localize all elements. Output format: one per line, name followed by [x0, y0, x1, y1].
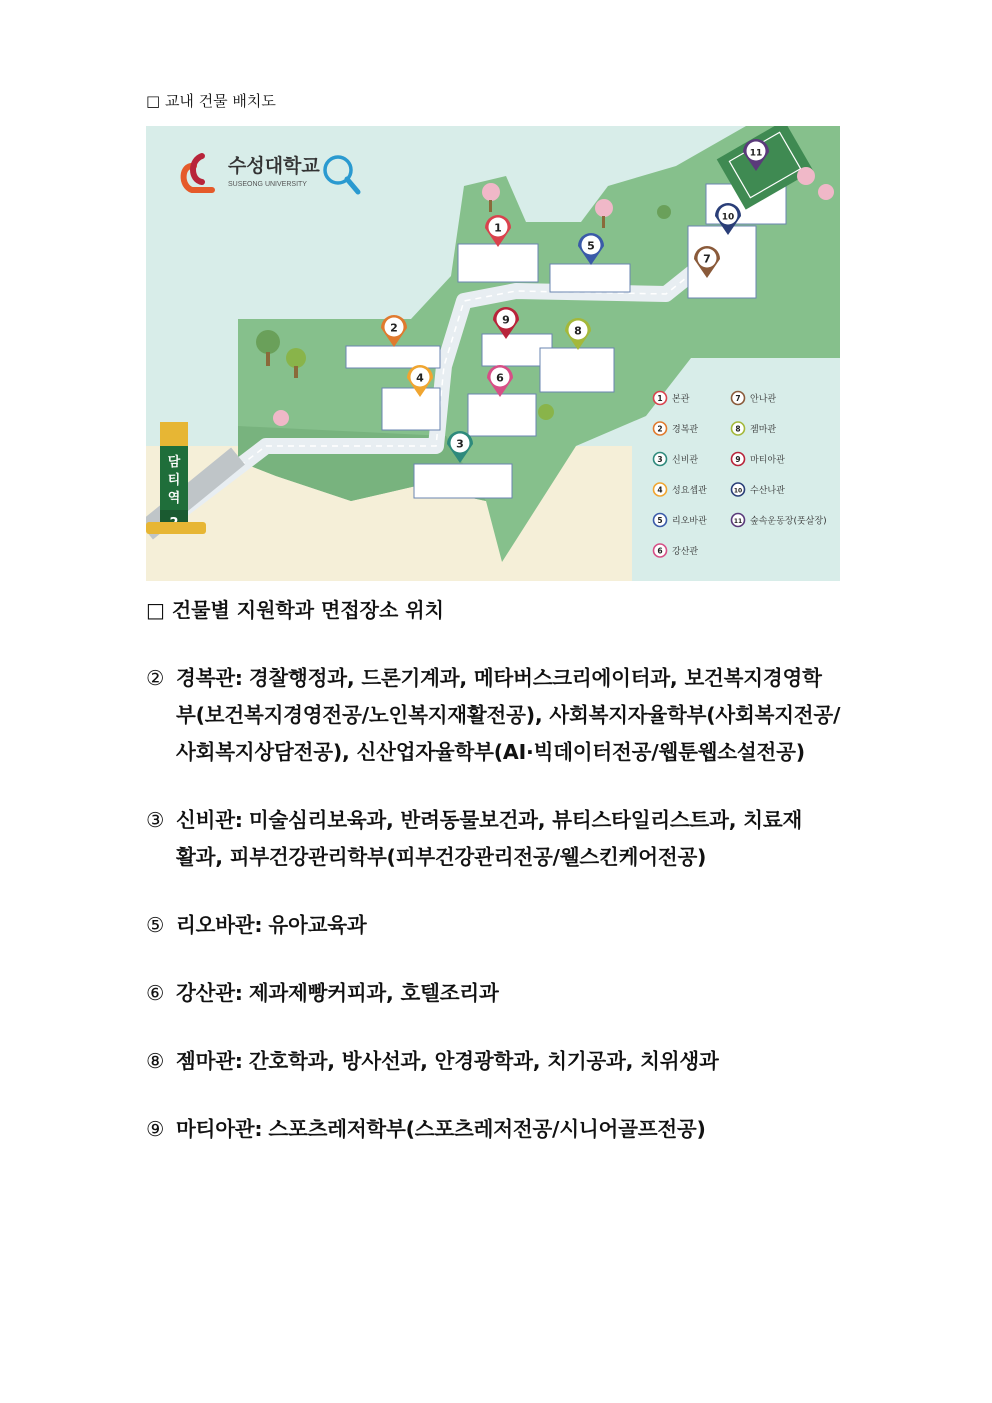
entry-departments: 경찰행정과, 드론기계과, 메타버스크리에이터과, 보건복지경영학	[248, 666, 822, 690]
entry-departments: 미술심리보육과, 반려동물보건과, 뷰티스타일리스트과, 치료재	[248, 808, 803, 832]
entry-line	[146, 660, 866, 697]
entry-line	[146, 975, 866, 1012]
legend-number: 6	[657, 546, 663, 556]
legend-label: 마티아관	[750, 455, 785, 466]
legend-number: 4	[657, 485, 663, 495]
station-char: 역	[167, 491, 181, 506]
building-6	[468, 394, 536, 436]
legend-number: 8	[735, 424, 741, 434]
entry-line	[146, 1043, 866, 1080]
building-5	[550, 264, 630, 292]
entry-departments: 부(보건복지경영전공/노인복지재활전공), 사회복지자율학부(사회복지전공/	[176, 703, 841, 727]
svg-text:담티역	[168, 454, 181, 506]
legend-label: 성요셉관	[672, 486, 707, 496]
entry-departments: 스포츠레저학부(스포츠레저전공/시니어골프전공)	[268, 1117, 706, 1141]
legend-number: 2	[657, 424, 663, 434]
campus-map	[146, 126, 840, 581]
legend-number: 5	[657, 516, 663, 525]
map-pin-label: 5	[587, 239, 595, 253]
map-pin-label: 2	[390, 321, 398, 335]
entry-building: 경복관:	[176, 666, 243, 690]
map-pin-label: 10	[721, 212, 735, 223]
legend-label: 수산나관	[750, 486, 785, 496]
entry-line	[146, 907, 866, 944]
department-entry	[146, 660, 866, 771]
legend-number: 9	[735, 455, 741, 464]
building-3	[414, 464, 512, 498]
department-entry	[146, 907, 866, 944]
entry-number: ⑤	[146, 913, 165, 937]
legend-label: 본관	[672, 394, 690, 405]
entry-number: ⑥	[146, 981, 165, 1005]
legend-label: 안나관	[750, 394, 777, 405]
department-location-list	[146, 660, 866, 1148]
legend-label: 리오바관	[672, 516, 707, 527]
legend-number: 10	[733, 487, 743, 495]
logo-subtitle: SUSEONG UNIVERSITY	[228, 181, 307, 188]
entry-line	[146, 839, 866, 876]
department-entry	[146, 975, 866, 1012]
entry-line	[146, 802, 866, 839]
entry-number: ⑨	[146, 1117, 165, 1141]
map-pin-label: 4	[416, 371, 424, 385]
legend-number: 3	[657, 455, 663, 464]
entry-number: ③	[146, 808, 165, 832]
entry-building: 리오바관:	[176, 913, 263, 937]
logo-name: 수성대학교	[228, 156, 320, 177]
building-2	[346, 346, 440, 368]
map-pin-label: 8	[574, 324, 582, 338]
entry-number: ⑧	[146, 1049, 165, 1073]
map-heading: □ 교내 건물 배치도	[146, 92, 276, 110]
legend-label: 신비관	[672, 455, 699, 466]
department-entry	[146, 1111, 866, 1148]
legend-label: 강산관	[672, 547, 699, 557]
map-pin-label: 1	[494, 221, 502, 235]
station-char: 티	[167, 473, 181, 488]
map-pin-label: 6	[496, 371, 504, 385]
entry-line	[146, 1111, 866, 1148]
map-pin-label: 9	[502, 313, 510, 327]
entry-departments: 활과, 피부건강관리학부(피부건강관리전공/웰스킨케어전공)	[176, 845, 707, 869]
building-1	[458, 244, 538, 282]
entry-building: 신비관:	[176, 808, 243, 832]
entry-building: 마티아관:	[176, 1117, 263, 1141]
map-pin-label: 11	[749, 148, 763, 159]
entry-departments: 간호학과, 방사선과, 안경광학과, 치기공과, 치위생과	[248, 1049, 719, 1073]
entry-departments: 유아교육과	[268, 913, 367, 937]
station-char: 담	[167, 455, 181, 470]
legend-label: 숲속운동장(풋살장)	[750, 516, 827, 527]
entry-line	[146, 697, 866, 734]
department-entry	[146, 1043, 866, 1080]
map-pin-label: 7	[703, 252, 711, 266]
building-4	[382, 388, 440, 430]
legend-number: 1	[657, 394, 663, 403]
section-heading: □ 건물별 지원학과 면접장소 위치	[146, 598, 444, 622]
entry-number: ②	[146, 666, 165, 690]
entry-building: 젬마관:	[176, 1049, 243, 1073]
department-entry	[146, 802, 866, 876]
entry-line	[146, 734, 866, 771]
building-8	[540, 348, 614, 392]
entry-building: 강산관:	[176, 981, 243, 1005]
entry-departments: 제과제빵커피과, 호텔조리과	[248, 981, 499, 1005]
entry-departments: 사회복지상담전공), 신산업자율학부(AI·빅데이터전공/웹툰웹소설전공)	[176, 740, 805, 764]
legend-label: 경복관	[672, 425, 699, 435]
map-pin-label: 3	[456, 437, 464, 451]
legend-number: 7	[735, 394, 741, 403]
legend-label: 젬마관	[750, 425, 777, 435]
legend-number: 11	[733, 518, 743, 525]
